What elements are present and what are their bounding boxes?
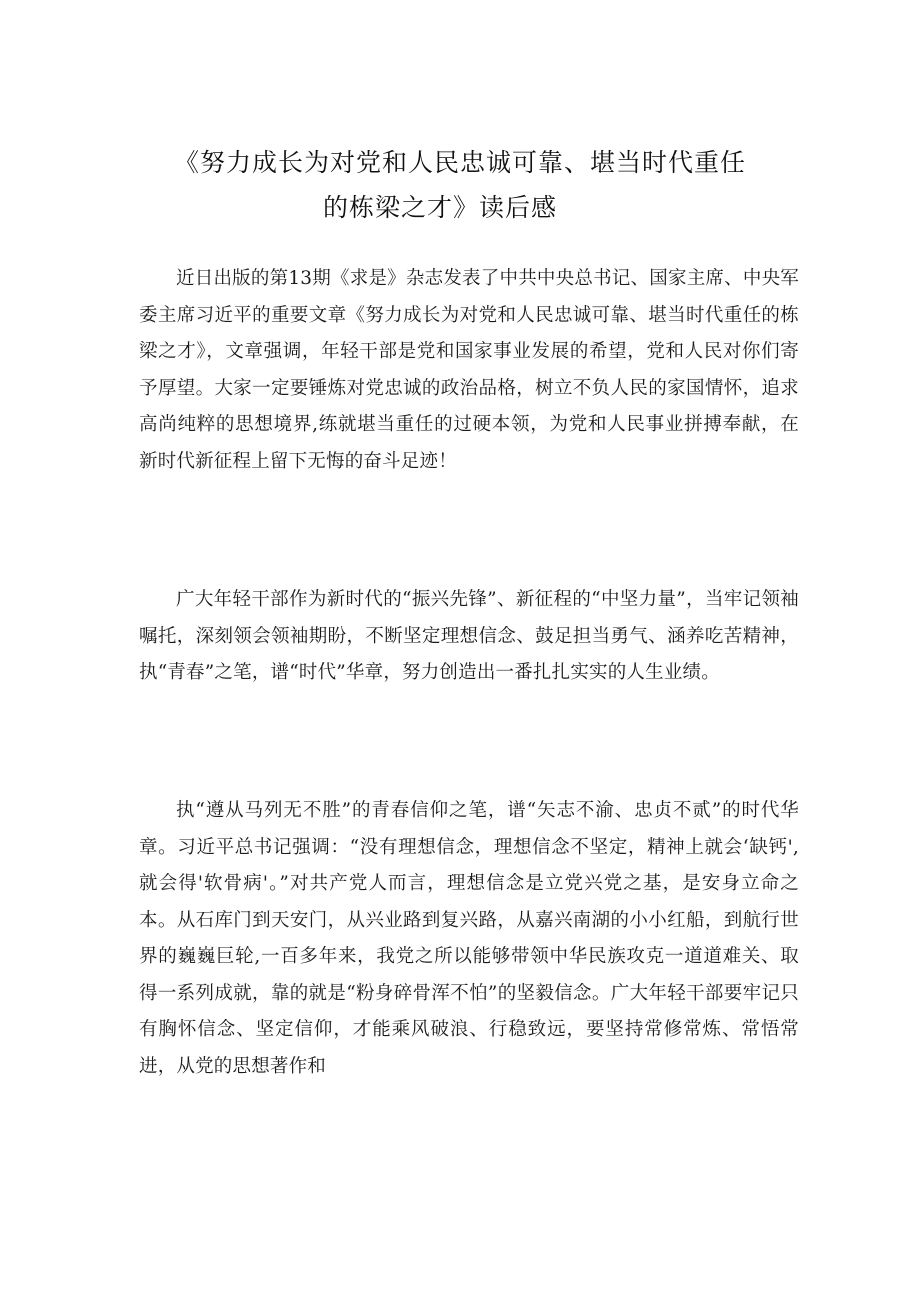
- paragraph-2: 广大年轻干部作为新时代的“振兴先锋”、新征程的“中坚力量”，当牢记领袖嘱托，深刻领会领袖期盼，不断坚定理想信念、鼓足担当勇气、涵养吃苦精神，执“青春”之笔，谱“时代”华章，努力创造出一番扎扎实实的人生业绩。: [139, 589, 799, 683]
- paragraph-3: 执“遵从马列无不胜”的青春信仰之笔，谱“矢志不渝、忠贞不贰”的时代华章。习近平总书记强调：“没有理想信念，理想信念不坚定，精神上就会‘缺钙',就会得'软骨病'。”对共产党人而言，理想信念是立党兴党之基，是安身立命之本。从石库门到天安门，从兴业路到复兴路，从嘉兴南湖的小小红船，到航行世界的巍巍巨轮,一百多年来，我党之所以能够带领中华民族攻克一道道难关、取得一系列成就，靠的就是“粉身碎骨浑不怕”的坚毅信念。广大年轻干部要牢记只有胸怀信念、坚定信仰，才能乘风破浪、行稳致远，要坚持常修常炼、常悟常进，从党的思想著作和: [139, 800, 799, 1077]
- document-title: [0, 140, 920, 230]
- paragraph-1: 近日出版的第13期《求是》杂志发表了中共中央总书记、国家主席、中央军委主席习近平的重要文章《努力成长为对党和人民忠诚可靠、堪当时代重任的栋梁之才》，文章强调，年轻干部是党和国家事业发展的希望，党和人民对你们寄予厚望。大家一定要锤炼对党忠诚的政治品格，树立不负人民的家国情怀，追求高尚纯粹的思想境界,练就堪当重任的过硬本领，为党和人民事业拼搏奉献，在新时代新征程上留下无悔的奋斗足迹！: [139, 268, 799, 472]
- title-line-2: 的栋梁之才》读后感: [322, 193, 557, 222]
- title-line-1: 《努力成长为对党和人民忠诚可靠、堪当时代重任: [173, 148, 746, 177]
